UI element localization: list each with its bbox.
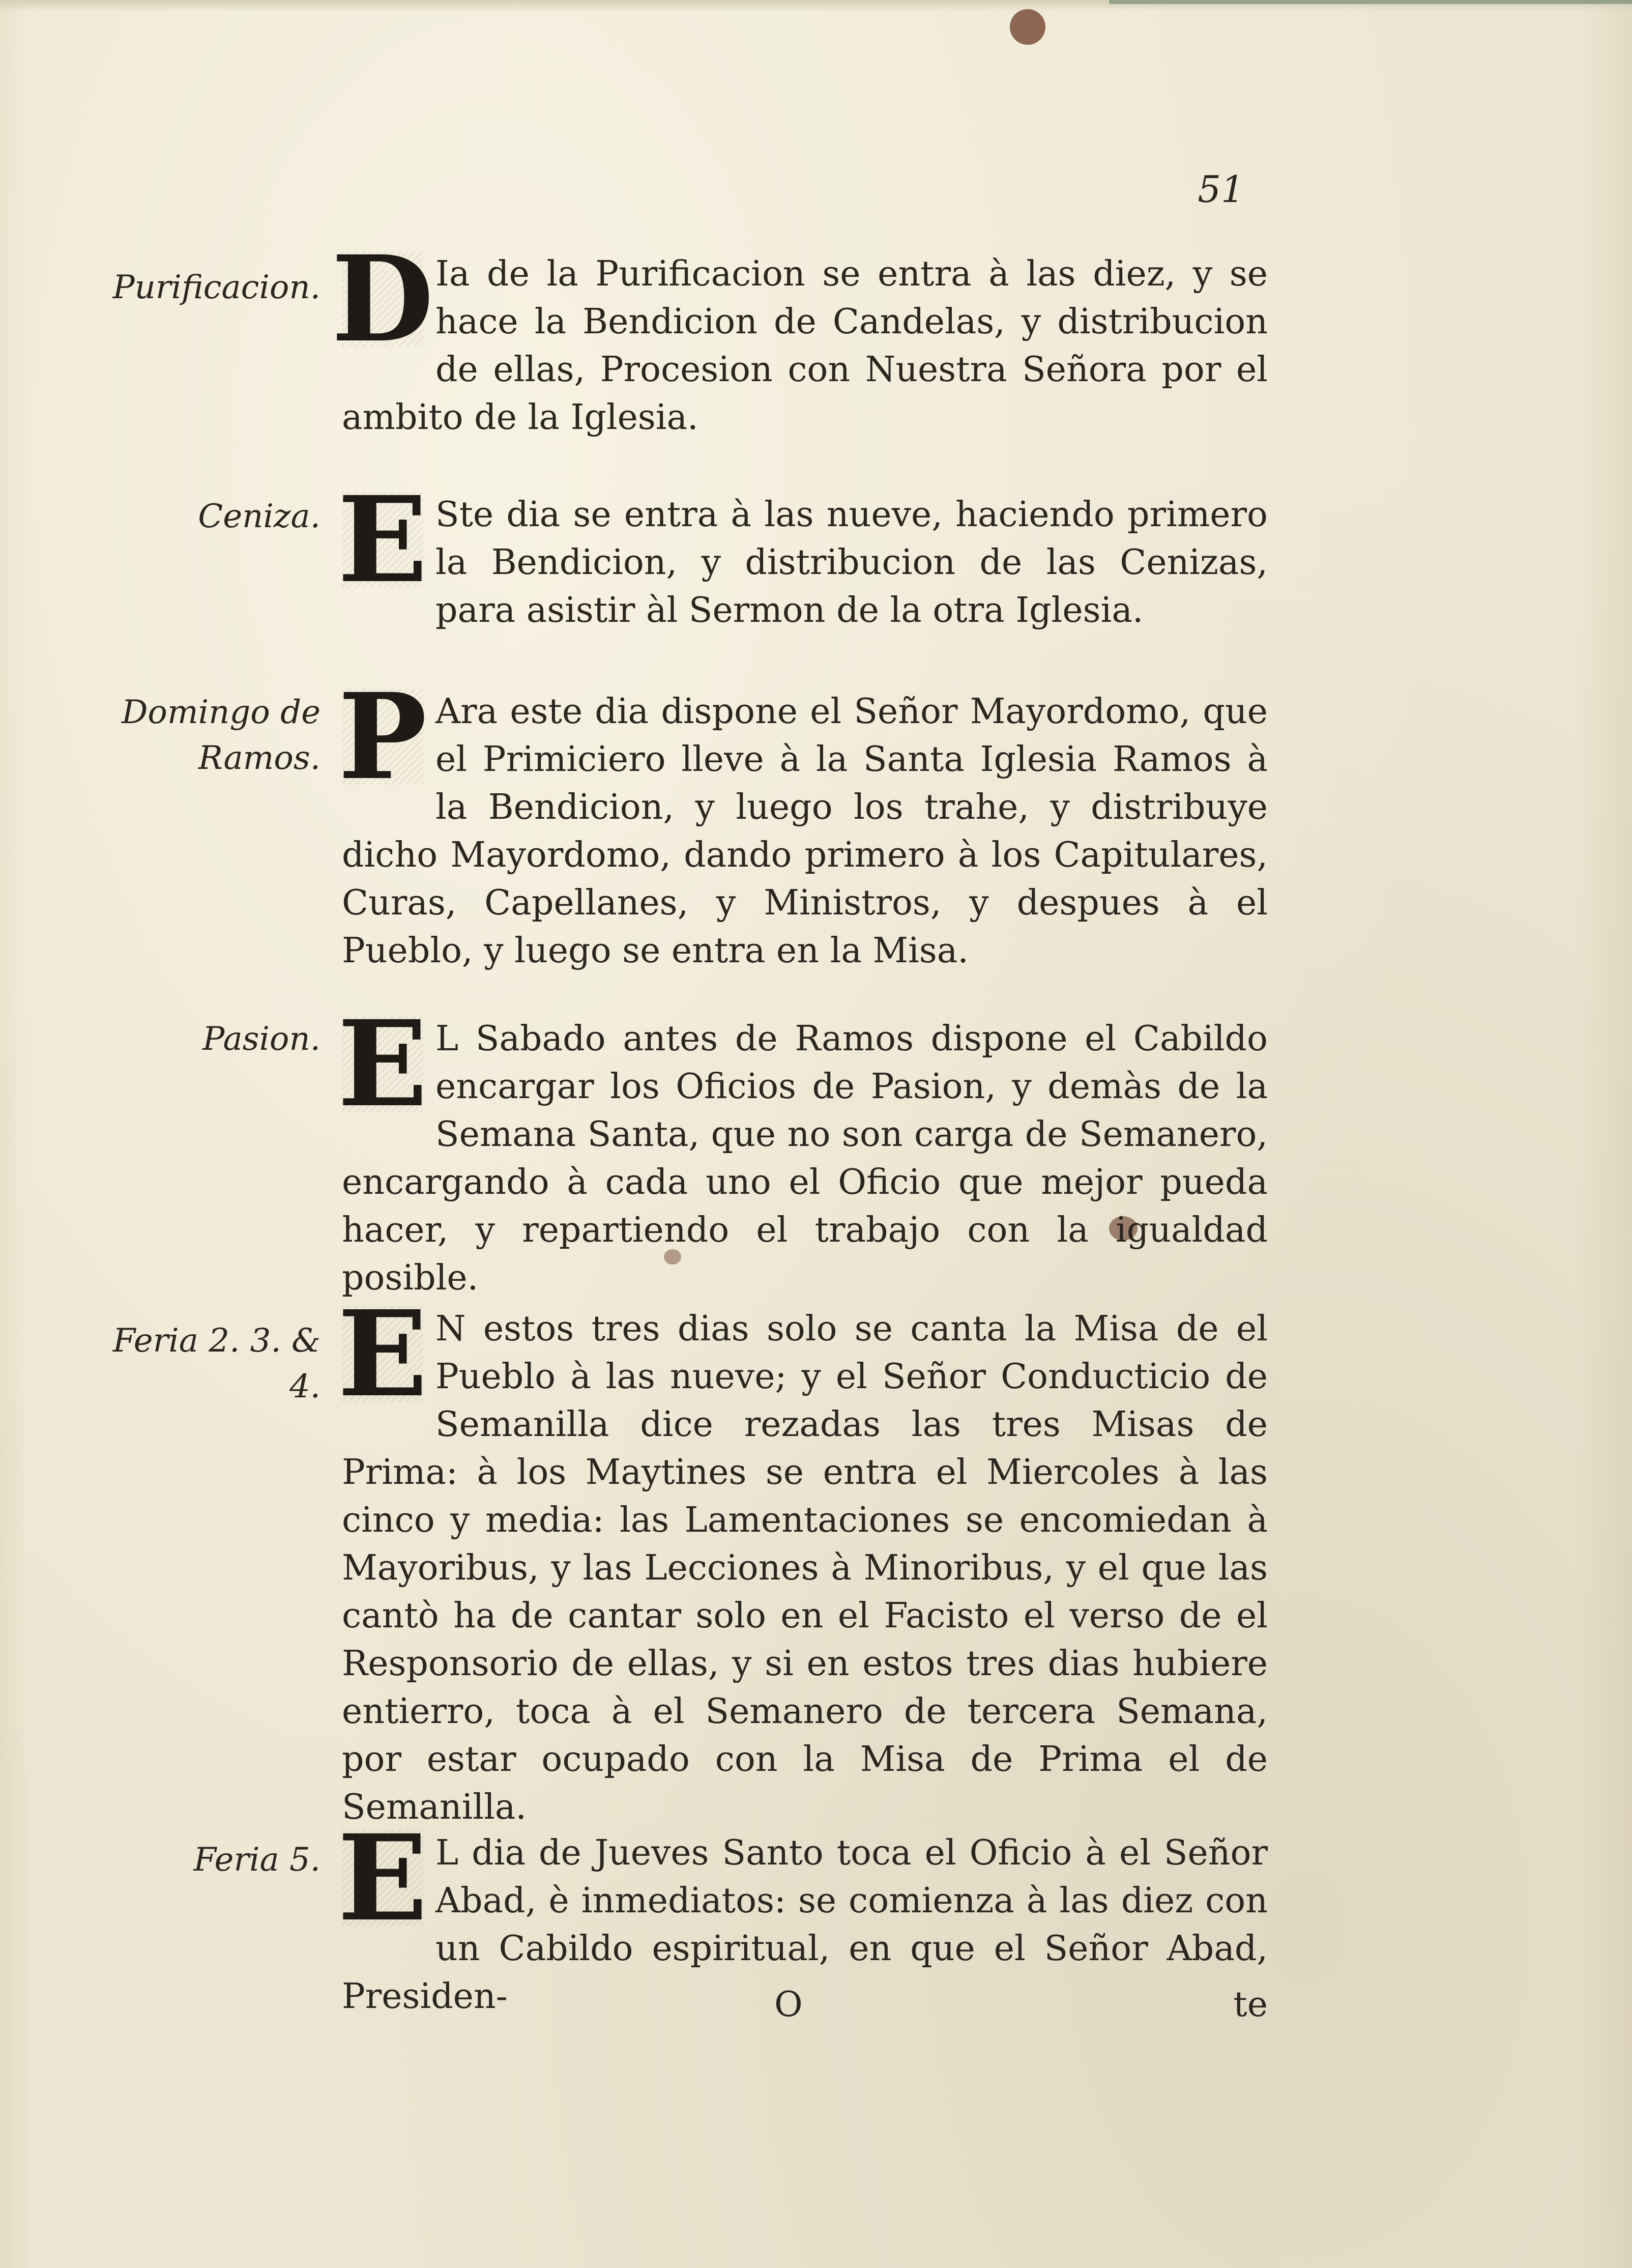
margin-note-domingo-de-ramos: Domingo de Ramos. [122,694,320,777]
paragraph-text: L dia de Jueves Santo toca el Oficio à el Señor Abad, è inmediatos: se comienza à las diez con un Cabildo espiritual, en que el Señor Abad, Presiden- [342,1833,1268,2017]
paragraph-text: L Sabado antes de Ramos dispone el Cabildo encargar los Oficios de Pasion, y demàs de la Semana Santa, que no son carga de Semanero, encargando à cada uno el Oficio que mejor pueda hacer, y repartiendo el trabajo con la igualdad posible. [342,1019,1268,1298]
drop-cap: P [338,667,427,806]
binding-strip [1109,0,1632,4]
drop-cap: E [337,994,428,1133]
drop-cap: D [331,229,434,368]
margin-note-ceniza: Ceniza. [198,498,320,535]
drop-cap: E [337,1808,428,1947]
paragraph-pasion [337,994,1268,1302]
paragraph-text: N estos tres dias solo se canta la Misa de el Pueblo à las nueve; y el Señor Conducticio de Semanilla dice rezadas las tres Misas de Prima: à los Maytines se entra el Miercoles à las cinco y media: las Lamentaciones se encomiedan à Mayoribus, y las Lecciones à Minoribus, y el que las cantò ha de cantar solo en el Facisto el verso de el Responsorio de ellas, y si en estos tres dias hubiere entierro, toca à el Semanero de tercera Semana, por estar ocupado con la Misa de Prima el de Semanilla. [342,1309,1268,1827]
drop-cap: E [337,1284,428,1423]
paragraph-domingo-de-ramos [338,667,1268,975]
page-footer [342,1985,1268,2030]
catchword: te [1233,1985,1268,2025]
margin-note-pasion: Pasion. [202,1020,320,1058]
paragraph-ceniza [337,470,1268,635]
paragraph-text: Ia de la Purificacion se entra à las diez, y se hace la Bendicion de Candelas, y distribucion de ellas, Procesion con Nuestra Señora por el ambito de la Iglesia. [342,254,1268,438]
margin-note-feria-2-3-4: Feria 2. 3. & 4. [112,1322,320,1405]
ink-stain [1010,9,1045,45]
drop-cap: E [337,470,428,609]
page-number: 51 [1198,168,1244,211]
signature-mark: O [774,1985,803,2025]
margin-note-feria-5: Feria 5. [193,1841,320,1879]
margin-note-purificacion: Purificacion. [112,269,320,306]
paragraph-purificacion [331,229,1268,442]
paragraph-text: Ste dia se entra à las nueve, haciendo primero la Bendicion, y distribucion de las Cenizas, para asistir àl Sermon de la otra Iglesia. [435,495,1268,630]
paragraph-text: Ara este dia dispone el Señor Mayordomo, que el Primiciero lleve à la Santa Iglesia Ramos à la Bendicion, y luego los trahe, y distribuye dicho Mayordomo, dando primero à los Capitulares, Curas, Capellanes, y Ministros, y despues à el Pueblo, y luego se entra en la Misa. [342,692,1268,971]
paragraph-feria-2-3-4 [337,1284,1268,1831]
